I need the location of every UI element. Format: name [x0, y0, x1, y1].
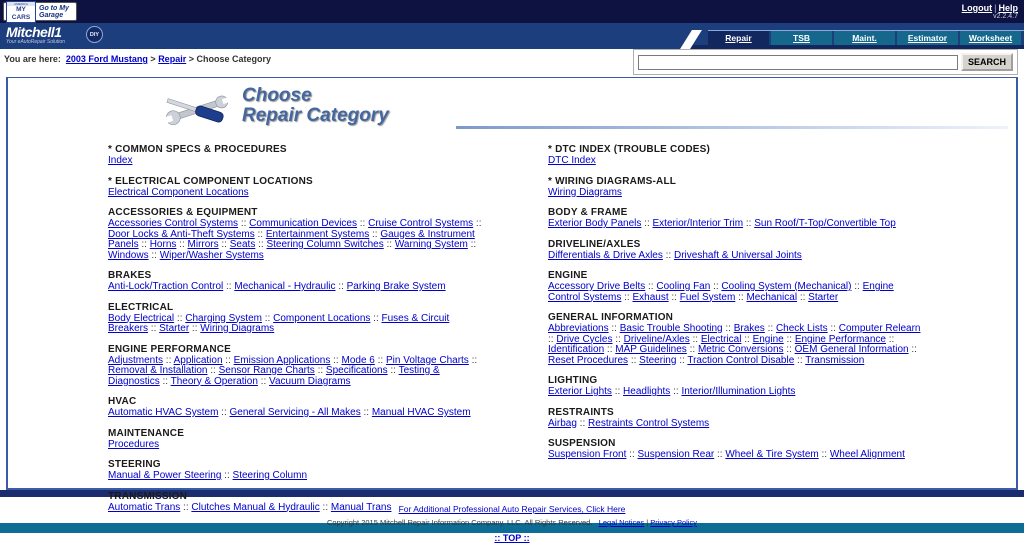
category-link[interactable]: Sensor Range Charts — [218, 365, 315, 376]
category-link[interactable]: Electrical Component Locations — [108, 186, 249, 198]
category-link[interactable]: Interior/Illumination Lights — [681, 386, 796, 397]
category-link[interactable]: Wiring Diagrams — [548, 186, 622, 198]
link-separator: :: — [467, 239, 477, 250]
category-link[interactable]: DTC Index — [548, 155, 596, 166]
category-link[interactable]: Basic Trouble Shooting — [619, 323, 723, 334]
category-title: BRAKES — [108, 270, 152, 281]
category-link[interactable]: Steering Column — [232, 470, 308, 481]
category-links — [548, 156, 926, 167]
category-link[interactable]: Theory & Operation — [170, 375, 258, 387]
link-separator: :: — [163, 354, 174, 366]
category-block — [108, 491, 486, 514]
link-separator: :: — [735, 291, 747, 303]
link-separator: :: — [818, 449, 830, 460]
category-link[interactable]: Application — [173, 354, 223, 366]
breadcrumb-link-repair[interactable]: Repair — [158, 54, 187, 64]
category-links — [548, 450, 926, 461]
category-links — [548, 251, 926, 262]
tab-estimator[interactable]: Estimator — [897, 31, 958, 45]
link-separator: :: — [370, 312, 382, 324]
link-separator: :: — [676, 354, 688, 366]
category-link[interactable]: Fuses & Circuit Breakers — [108, 312, 450, 334]
category-link[interactable]: Mirrors — [187, 239, 219, 250]
link-separator: :: — [473, 218, 482, 229]
title-rule — [456, 126, 1008, 129]
category-link[interactable]: Clutches Manual & Hydraulic — [191, 501, 320, 513]
category-links — [548, 219, 926, 230]
category-link[interactable]: Steering Column Switches — [266, 239, 384, 250]
link-separator: :: — [689, 333, 701, 345]
category-block — [548, 438, 926, 461]
category-title: * COMMON SPECS & PROCEDURES — [108, 144, 287, 155]
link-separator: :: — [621, 291, 633, 303]
category-link[interactable]: Exterior Body Panels — [548, 218, 642, 229]
category-link[interactable]: Sun Roof/T-Top/Convertible Top — [754, 218, 896, 229]
category-block — [548, 144, 926, 167]
category-link[interactable]: Seats — [229, 239, 256, 250]
tab-worksheet[interactable]: Worksheet — [960, 31, 1021, 45]
category-link[interactable]: Engine Control Systems — [548, 281, 894, 303]
category-links — [548, 282, 926, 303]
category-link[interactable]: Component Locations — [273, 312, 371, 324]
link-separator: :: — [628, 354, 640, 366]
category-link[interactable]: Specifications — [325, 365, 388, 376]
category-link[interactable]: Cooling Fan — [656, 281, 711, 292]
category-link[interactable]: Accessory Drive Belts — [548, 281, 646, 292]
my-cars-plate-icon — [6, 1, 36, 23]
logo-brand-text: Mitchell1 — [6, 24, 62, 40]
category-link[interactable]: Steering — [639, 354, 677, 366]
category-links — [548, 387, 926, 398]
category-link[interactable]: Testing & Diagnostics — [108, 365, 440, 387]
category-block — [108, 428, 486, 451]
top-bar — [0, 0, 1024, 23]
link-separator: :: — [383, 239, 395, 250]
repair-tools-icon — [160, 86, 234, 134]
link-separator: :: — [722, 323, 734, 334]
mitchell1-logo[interactable] — [6, 25, 65, 45]
category-link[interactable]: Headlights — [623, 386, 671, 397]
legal-notices-link[interactable]: Legal Notices — [598, 518, 645, 527]
category-links — [108, 356, 486, 388]
category-block — [548, 312, 926, 366]
link-separator: | — [994, 3, 997, 13]
search-button[interactable]: SEARCH — [961, 53, 1013, 71]
top-right-links — [962, 3, 1018, 20]
category-link[interactable]: Starter — [808, 291, 839, 303]
link-separator: :: — [218, 407, 230, 418]
link-separator: :: — [218, 239, 230, 250]
page-title — [242, 86, 389, 126]
link-separator: :: — [714, 449, 726, 460]
link-separator: :: — [611, 386, 624, 397]
category-links — [108, 503, 486, 514]
category-title: * WIRING DIAGRAMS-ALL — [548, 175, 677, 187]
link-separator: :: — [827, 323, 839, 334]
breadcrumb-current: Choose Category — [196, 54, 272, 64]
category-link[interactable]: Check Lists — [775, 323, 828, 334]
tab-repair[interactable]: Repair — [708, 31, 769, 45]
category-link[interactable]: Computer Relearn — [838, 323, 921, 334]
category-link[interactable]: Starter — [159, 323, 190, 334]
nav-tabs-wrap — [708, 30, 1024, 49]
page-title-line1: Choose — [242, 85, 312, 106]
category-title: GENERAL INFORMATION — [548, 312, 674, 323]
category-link[interactable]: Procedures — [108, 438, 160, 450]
link-separator: :: — [257, 375, 270, 387]
category-link[interactable]: Brakes — [733, 323, 765, 334]
link-separator: :: — [851, 281, 863, 292]
category-link[interactable]: Transmission — [805, 354, 865, 366]
category-link[interactable]: Traction Control Disable — [687, 354, 795, 366]
category-link[interactable]: Exterior/Interior Trim — [652, 218, 744, 229]
category-title: ENGINE — [548, 270, 588, 281]
category-title: TRANSMISSION — [108, 490, 188, 502]
category-block — [548, 239, 926, 262]
link-separator: :: — [626, 449, 638, 460]
link-separator: :: — [314, 365, 326, 376]
category-block — [548, 407, 926, 430]
category-link[interactable]: Metric Conversions — [697, 344, 784, 355]
link-separator: :: — [886, 333, 895, 345]
category-link[interactable]: Driveline/Axles — [623, 333, 690, 345]
breadcrumb-separator: > — [150, 54, 156, 64]
category-title: ACCESSORIES & EQUIPMENT — [108, 207, 258, 218]
link-separator: :: — [387, 365, 399, 376]
category-block — [548, 270, 926, 303]
category-block — [108, 207, 486, 261]
category-link[interactable]: Engine Performance — [794, 333, 886, 345]
category-link[interactable]: Door Locks & Anti-Theft Systems — [108, 228, 255, 240]
link-separator: :: — [612, 333, 624, 345]
category-link[interactable]: Accessories Control Systems — [108, 218, 239, 229]
category-block — [548, 375, 926, 398]
category-link[interactable]: Wiring Diagrams — [200, 323, 275, 334]
category-link[interactable]: Charging System — [185, 312, 262, 324]
privacy-policy-link[interactable]: Privacy Policy — [650, 518, 697, 527]
category-link[interactable]: Horns — [149, 239, 177, 250]
category-link[interactable]: Exterior Lights — [548, 386, 612, 397]
link-separator: :: — [360, 407, 372, 418]
category-links — [548, 419, 926, 430]
category-title: DRIVELINE/AXLES — [548, 238, 641, 250]
link-separator: :: — [223, 281, 235, 292]
category-link[interactable]: Parking Brake System — [346, 281, 446, 292]
category-title: * DTC INDEX (TROUBLE CODES) — [548, 144, 711, 155]
help-link[interactable]: Help — [998, 3, 1018, 13]
link-separator: :: — [608, 323, 620, 334]
link-separator: :: — [222, 354, 234, 366]
category-link[interactable]: Suspension Rear — [637, 449, 715, 460]
garage-label — [39, 5, 69, 19]
category-block — [108, 302, 486, 335]
category-grid — [108, 144, 988, 522]
category-link[interactable]: Pin Voltage Charts — [385, 354, 469, 366]
category-link[interactable]: Automatic Trans — [108, 501, 181, 513]
category-title: SUSPENSION — [548, 438, 616, 449]
category-links — [108, 156, 486, 167]
category-link[interactable]: Manual HVAC System — [371, 407, 471, 418]
category-link[interactable]: Gauges & Instrument Panels — [108, 228, 475, 250]
link-separator: :: — [261, 312, 274, 324]
category-link[interactable]: Driveshaft & Universal Joints — [673, 249, 802, 261]
logout-link[interactable]: Logout — [961, 3, 993, 13]
category-link[interactable]: Exhaust — [632, 291, 669, 303]
category-title: MAINTENANCE — [108, 427, 185, 439]
garage-label-line2: Garage — [39, 11, 64, 19]
link-separator: :: — [174, 312, 186, 324]
page-title-line2: Repair Category — [242, 105, 389, 126]
category-links — [108, 219, 486, 261]
category-block — [108, 396, 486, 419]
plate-top-text: AMERICA — [7, 2, 35, 6]
category-link[interactable]: Suspension Front — [548, 449, 627, 460]
go-to-my-garage-button[interactable] — [3, 2, 77, 21]
search-input[interactable] — [638, 55, 958, 70]
link-separator: :: — [797, 291, 809, 303]
link-separator: :: — [641, 218, 653, 229]
link-separator: :: — [330, 354, 342, 366]
version-text: v2.2.4.7 — [993, 13, 1018, 20]
category-link[interactable]: Anti-Lock/Traction Control — [108, 281, 224, 292]
category-link[interactable]: Manual Trans — [330, 501, 392, 513]
category-link[interactable]: Windows — [108, 249, 149, 261]
nav-tabs — [708, 30, 1024, 45]
link-separator: :: — [710, 281, 722, 292]
link-separator: :: — [764, 323, 776, 334]
category-link[interactable]: General Servicing - All Makes — [229, 407, 361, 418]
garage-label-line1: Go to My — [39, 4, 69, 12]
category-link[interactable]: Wheel & Tire System — [725, 449, 819, 460]
category-title: ELECTRICAL — [108, 301, 174, 313]
link-separator: :: — [604, 344, 616, 355]
diy-badge-icon: DIY — [86, 26, 103, 43]
link-separator: :: — [686, 344, 698, 355]
category-link[interactable]: Emission Applications — [233, 354, 331, 366]
back-to-top-link[interactable]: :: TOP :: — [494, 533, 530, 543]
link-separator: :: — [357, 218, 369, 229]
category-link[interactable]: Adjustments — [108, 354, 164, 366]
link-separator: :: — [148, 249, 160, 261]
category-link[interactable]: Mechanical - Hydraulic — [234, 281, 336, 292]
category-links — [108, 471, 486, 482]
link-separator: :: — [645, 281, 657, 292]
category-block — [108, 344, 486, 388]
link-separator: :: — [369, 228, 381, 240]
category-link[interactable]: Index — [108, 155, 133, 166]
link-separator: :: — [176, 239, 188, 250]
category-links — [108, 408, 486, 419]
category-links — [108, 440, 486, 451]
header-bar — [0, 23, 1024, 49]
category-link[interactable]: Manual & Power Steering — [108, 470, 222, 481]
link-separator: :: — [576, 417, 589, 429]
category-link[interactable]: Abbreviations — [548, 323, 609, 334]
category-links — [108, 188, 486, 199]
category-link[interactable]: Reset Procedures — [548, 354, 629, 366]
link-separator: :: — [180, 501, 192, 513]
category-link[interactable]: MAP Guidelines — [615, 344, 687, 355]
link-separator: :: — [668, 291, 680, 303]
copyright-text: Copyright 2015 Mitchell Repair Information Company, LLC. All Rights Reserved. — [327, 518, 593, 527]
category-title: RESTRAINTS — [548, 406, 614, 418]
link-separator: :: — [159, 375, 171, 387]
category-link[interactable]: OEM General Information — [794, 344, 909, 355]
category-links — [108, 282, 486, 293]
category-link[interactable]: Cooling System (Mechanical) — [721, 281, 852, 292]
category-title: STEERING — [108, 459, 161, 470]
category-link[interactable]: Fuel System — [679, 291, 736, 303]
tab-maint[interactable]: Maint. — [834, 31, 895, 45]
breadcrumb-link-vehicle[interactable]: 2003 Ford Mustang — [65, 54, 148, 64]
page-title-banner — [160, 86, 389, 134]
category-title: BODY & FRAME — [548, 207, 628, 218]
link-separator: :: — [670, 386, 682, 397]
category-link[interactable]: Cruise Control Systems — [368, 218, 474, 229]
category-link[interactable]: Electrical — [700, 333, 742, 345]
logo-tagline: Your eAutoRepair Solution — [6, 39, 65, 45]
tab-tsb[interactable]: TSB — [771, 31, 832, 45]
category-link[interactable]: Wiper/Washer Systems — [159, 249, 264, 261]
category-link[interactable]: Automatic HVAC System — [108, 407, 219, 418]
link-separator: :: — [255, 239, 267, 250]
category-link[interactable]: Identification — [548, 344, 605, 355]
link-separator: :: — [189, 323, 201, 334]
category-link[interactable]: Drive Cycles — [556, 333, 613, 345]
category-link[interactable]: Airbag — [548, 417, 577, 429]
link-separator: :: — [374, 354, 386, 366]
category-link[interactable]: Communication Devices — [249, 218, 357, 229]
category-block — [108, 144, 486, 167]
link-separator: :: — [908, 344, 917, 355]
plate-text: MY CARS — [11, 5, 31, 21]
category-link[interactable]: Restraints Control Systems — [588, 417, 710, 429]
category-title: LIGHTING — [548, 375, 598, 386]
category-link[interactable]: Warning System — [394, 239, 468, 250]
category-block — [108, 270, 486, 293]
link-separator: :: — [319, 501, 331, 513]
link-separator: :: — [783, 333, 795, 345]
link-separator: :: — [138, 239, 150, 250]
breadcrumb-row — [0, 49, 1024, 77]
category-block — [548, 176, 926, 199]
category-title: HVAC — [108, 396, 137, 407]
link-separator: :: — [783, 344, 795, 355]
category-link[interactable]: Engine — [752, 333, 784, 345]
additional-services-link[interactable]: For Additional Professional Auto Repair Services, Click Here — [398, 504, 626, 514]
link-separator: :: — [743, 218, 755, 229]
link-separator: :: — [238, 218, 250, 229]
category-link[interactable]: Mode 6 — [341, 354, 375, 366]
category-link[interactable]: Body Electrical — [108, 312, 175, 324]
category-link[interactable]: Entertainment Systems — [265, 228, 370, 240]
link-separator: :: — [548, 333, 557, 345]
category-link[interactable]: Mechanical — [746, 291, 798, 303]
link-separator: :: — [254, 228, 266, 240]
category-link[interactable]: Removal & Installation — [108, 365, 208, 376]
breadcrumb — [4, 54, 271, 64]
category-links — [548, 324, 926, 366]
link-separator: :: — [335, 281, 347, 292]
breadcrumb-separator: > — [188, 54, 194, 64]
category-link[interactable]: Vacuum Diagrams — [269, 375, 351, 387]
link-separator: :: — [662, 249, 674, 261]
breadcrumb-prefix: You are here: — [4, 54, 61, 64]
link-separator: :: — [207, 365, 219, 376]
link-separator: :: — [221, 470, 233, 481]
category-link[interactable]: Differentials & Drive Axles — [548, 249, 663, 261]
link-separator: :: — [148, 323, 160, 334]
link-separator: :: — [794, 354, 806, 366]
category-links — [108, 314, 486, 335]
category-title: * ELECTRICAL COMPONENT LOCATIONS — [108, 175, 313, 187]
category-column-right — [548, 144, 988, 522]
category-column-left — [108, 144, 548, 522]
footer-link-separator: | — [646, 518, 649, 527]
category-block — [108, 459, 486, 482]
category-title: ENGINE PERFORMANCE — [108, 343, 232, 355]
category-link[interactable]: Wheel Alignment — [829, 449, 905, 460]
link-separator: :: — [741, 333, 753, 345]
link-separator: :: — [468, 354, 478, 366]
category-links — [548, 188, 926, 199]
search-box — [633, 49, 1018, 75]
category-block — [548, 207, 926, 230]
category-block — [108, 176, 486, 199]
